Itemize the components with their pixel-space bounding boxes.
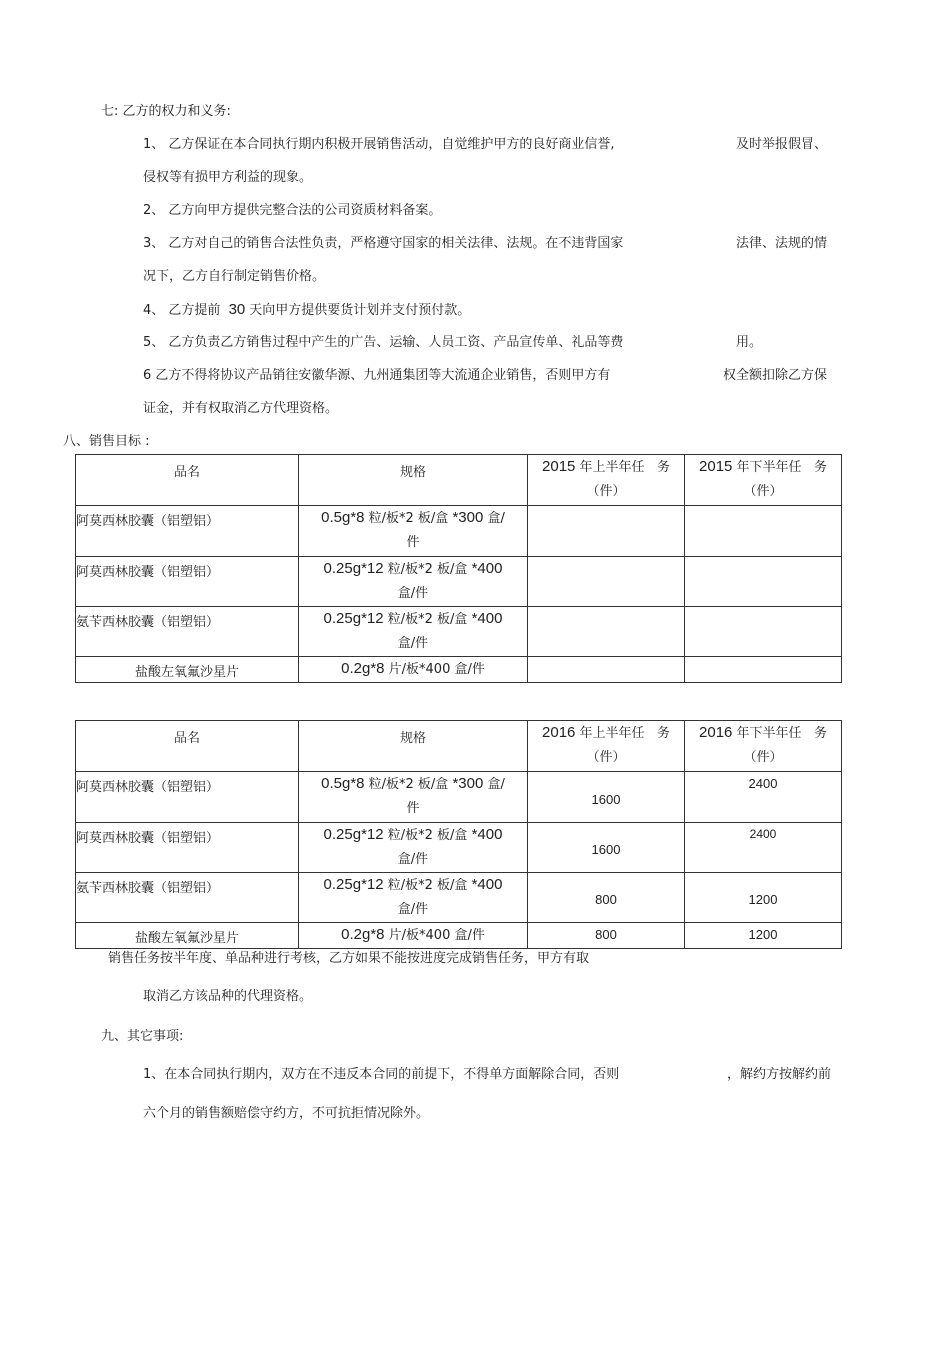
spec-value: 0.25g*12 bbox=[323, 876, 384, 893]
s9-item-1-tail: ，解约方按解约前 bbox=[727, 1067, 832, 1082]
table-row bbox=[76, 607, 842, 657]
spec-unit-2: 盒/件 bbox=[397, 586, 429, 601]
header-h2-year: 2016 bbox=[699, 724, 733, 741]
spec-text: 粒/板*2 板/盒 bbox=[368, 777, 449, 792]
spec-unit: 盒/ bbox=[487, 511, 505, 526]
header-spec: 规格 bbox=[299, 455, 528, 506]
spec-value: 0.2g*8 bbox=[341, 926, 385, 943]
spec-unit-2: 盒/件 bbox=[397, 636, 429, 651]
cell-h2-target: 1200 bbox=[685, 923, 842, 949]
table-header-row bbox=[76, 455, 842, 506]
spec-unit: 盒/ bbox=[487, 777, 505, 792]
s7-item-3-tail: 法律、法规的情 bbox=[736, 236, 828, 251]
cell-h2-target bbox=[685, 506, 842, 557]
header-h2-text: 年下半年任 bbox=[736, 726, 802, 741]
sales-target-table-2016 bbox=[75, 720, 842, 949]
cell-h1-target: 800 bbox=[528, 923, 685, 949]
spec-text: 片/板*400 bbox=[388, 928, 451, 943]
section-7-heading: 七: 乙方的权力和义务: bbox=[101, 104, 231, 119]
spec-text: 粒/板*2 板/盒 bbox=[387, 562, 468, 577]
section-8-heading: 八、销售目标 : bbox=[63, 434, 150, 449]
spec-count: *400 bbox=[471, 610, 503, 627]
spec-text: 粒/板*2 板/盒 bbox=[387, 878, 468, 893]
cell-spec bbox=[299, 557, 528, 607]
cell-h2-target bbox=[685, 557, 842, 607]
s7-item-1-text: 乙方保证在本合同执行期内积极开展销售活动，自觉维护甲方的良好商业信誉, bbox=[168, 137, 615, 152]
cell-h1-target bbox=[528, 506, 685, 557]
header-h2-year: 2015 bbox=[699, 458, 733, 475]
cell-h2-target: 2400 bbox=[685, 772, 842, 823]
spec-count: *300 bbox=[452, 775, 484, 792]
header-h2-unit: （件） bbox=[743, 750, 783, 765]
section-9-heading: 九、其它事项: bbox=[101, 1029, 184, 1044]
section-8-note-2: 取消乙方该品种的代理资格。 bbox=[143, 989, 313, 1004]
header-h1 bbox=[528, 455, 685, 506]
header-h2-unit: （件） bbox=[743, 484, 783, 499]
header-h1-tail: 务 bbox=[656, 726, 670, 741]
cell-h1-target bbox=[528, 557, 685, 607]
cell-spec bbox=[299, 657, 528, 683]
header-h2-tail: 务 bbox=[813, 460, 827, 475]
table-row bbox=[76, 823, 842, 873]
s9-item-1-cont: 六个月的销售额赔偿守约方，不可抗拒情况除外。 bbox=[143, 1106, 430, 1121]
s7-item-4-text-a: 乙方提前 bbox=[168, 303, 221, 318]
s7-item-3 bbox=[143, 235, 623, 253]
spec-value: 0.25g*12 bbox=[323, 560, 384, 577]
s7-item-3-text: 乙方对自己的销售合法性负责，严格遵守国家的相关法律、法规。在不违背国家 bbox=[168, 236, 624, 251]
spec-text: 粒/板*2 板/盒 bbox=[387, 612, 468, 627]
s7-item-2 bbox=[143, 202, 441, 220]
cell-product-name: 阿莫西林胶囊（铝塑铝） bbox=[76, 506, 299, 557]
spec-value: 0.5g*8 bbox=[321, 775, 365, 792]
spec-value: 0.25g*12 bbox=[323, 610, 384, 627]
spec-unit: 盒/件 bbox=[454, 662, 485, 677]
spec-unit: 盒/件 bbox=[454, 928, 485, 943]
header-product-name: 品名 bbox=[76, 721, 299, 772]
spec-unit-2: 件 bbox=[406, 535, 420, 550]
spec-count: *300 bbox=[452, 509, 484, 526]
cell-h2-target: 2400 bbox=[685, 823, 842, 873]
cell-h2-target: 1200 bbox=[685, 873, 842, 923]
header-h2 bbox=[685, 721, 842, 772]
s7-item-5 bbox=[143, 334, 623, 352]
cell-product-name: 阿莫西林胶囊（铝塑铝） bbox=[76, 772, 299, 823]
cell-spec bbox=[299, 923, 528, 949]
s7-item-5-no: 5、 bbox=[143, 335, 165, 350]
cell-spec bbox=[299, 823, 528, 873]
cell-product-name: 阿莫西林胶囊（铝塑铝） bbox=[76, 823, 299, 873]
table-row bbox=[76, 772, 842, 823]
cell-h1-target: 1600 bbox=[528, 823, 685, 873]
s7-item-1 bbox=[143, 136, 615, 154]
spec-text: 粒/板*2 板/盒 bbox=[387, 828, 468, 843]
table-row bbox=[76, 557, 842, 607]
cell-product-name: 氨苄西林胶囊（铝塑铝） bbox=[76, 873, 299, 923]
header-h1-year: 2015 bbox=[542, 458, 576, 475]
cell-h1-target bbox=[528, 607, 685, 657]
table-header-row bbox=[76, 721, 842, 772]
s7-item-1-no: 1、 bbox=[143, 137, 165, 152]
header-h1-text: 年上半年任 bbox=[579, 726, 645, 741]
header-h1 bbox=[528, 721, 685, 772]
cell-spec bbox=[299, 873, 528, 923]
table-row bbox=[76, 873, 842, 923]
s7-item-1-cont: 侵权等有损甲方利益的现象。 bbox=[143, 170, 313, 185]
s7-item-4-no: 4、 bbox=[143, 303, 165, 318]
header-product-name: 品名 bbox=[76, 455, 299, 506]
s7-item-6-text: 乙方不得将协议产品销往安徽华源、九州通集团等大流通企业销售，否则甲方有 bbox=[155, 368, 611, 383]
header-h2 bbox=[685, 455, 842, 506]
spec-unit-2: 件 bbox=[406, 801, 420, 816]
s7-item-6-tail: 权全额扣除乙方保 bbox=[723, 368, 828, 383]
s7-item-2-no: 2、 bbox=[143, 203, 165, 218]
table-row bbox=[76, 506, 842, 557]
s7-item-5-tail: 用。 bbox=[736, 335, 763, 350]
header-spec: 规格 bbox=[299, 721, 528, 772]
s9-item-1: 1、在本合同执行期内，双方在不违反本合同的前提下，不得单方面解除合同，否则 bbox=[143, 1067, 620, 1082]
table-row bbox=[76, 657, 842, 683]
cell-h2-target bbox=[685, 657, 842, 683]
header-h1-unit: （件） bbox=[586, 750, 626, 765]
s7-item-3-cont: 况下，乙方自行制定销售价格。 bbox=[143, 269, 326, 284]
header-h1-text: 年上半年任 bbox=[579, 460, 645, 475]
s7-item-3-no: 3、 bbox=[143, 236, 165, 251]
spec-unit-2: 盒/件 bbox=[397, 902, 429, 917]
header-h1-unit: （件） bbox=[586, 484, 626, 499]
spec-count: *400 bbox=[471, 876, 503, 893]
cell-product-name: 阿莫西林胶囊（铝塑铝） bbox=[76, 557, 299, 607]
header-h1-year: 2016 bbox=[542, 724, 576, 741]
cell-product-name: 盐酸左氧氟沙星片 bbox=[76, 923, 299, 949]
header-h2-text: 年下半年任 bbox=[736, 460, 802, 475]
cell-h2-target bbox=[685, 607, 842, 657]
s7-item-4 bbox=[143, 301, 470, 320]
spec-unit-2: 盒/件 bbox=[397, 852, 429, 867]
s7-item-6 bbox=[143, 367, 610, 385]
spec-count: *400 bbox=[471, 560, 503, 577]
s7-item-4-text-b: 天向甲方提供要货计划并支付预付款。 bbox=[249, 303, 471, 318]
table-row bbox=[76, 923, 842, 949]
spec-value: 0.25g*12 bbox=[323, 826, 384, 843]
s7-item-5-text: 乙方负责乙方销售过程中产生的广告、运输、人员工资、产品宣传单、礼品等费 bbox=[168, 335, 624, 350]
cell-product-name: 盐酸左氧氟沙星片 bbox=[76, 657, 299, 683]
header-h2-tail: 务 bbox=[813, 726, 827, 741]
spec-count: *400 bbox=[471, 826, 503, 843]
cell-spec bbox=[299, 607, 528, 657]
spec-value: 0.2g*8 bbox=[341, 660, 385, 677]
s7-item-4-days: 30 bbox=[228, 301, 246, 318]
section-8-note-1: 销售任务按半年度、单品种进行考核，乙方如果不能按进度完成销售任务，甲方有取 bbox=[108, 951, 590, 966]
cell-product-name: 氨苄西林胶囊（铝塑铝） bbox=[76, 607, 299, 657]
spec-value: 0.5g*8 bbox=[321, 509, 365, 526]
spec-text: 片/板*400 bbox=[388, 662, 451, 677]
cell-h1-target: 1600 bbox=[528, 772, 685, 823]
s7-item-1-tail: 及时举报假冒、 bbox=[736, 137, 828, 152]
cell-h1-target bbox=[528, 657, 685, 683]
cell-h1-target: 800 bbox=[528, 873, 685, 923]
s7-item-6-no: 6 bbox=[143, 368, 152, 383]
s7-item-6-cont: 证金，并有权取消乙方代理资格。 bbox=[143, 401, 339, 416]
header-h1-tail: 务 bbox=[656, 460, 670, 475]
spec-text: 粒/板*2 板/盒 bbox=[368, 511, 449, 526]
cell-spec bbox=[299, 772, 528, 823]
cell-spec bbox=[299, 506, 528, 557]
sales-target-table-2015 bbox=[75, 454, 842, 683]
s7-item-2-text: 乙方向甲方提供完整合法的公司资质材料备案。 bbox=[168, 203, 442, 218]
